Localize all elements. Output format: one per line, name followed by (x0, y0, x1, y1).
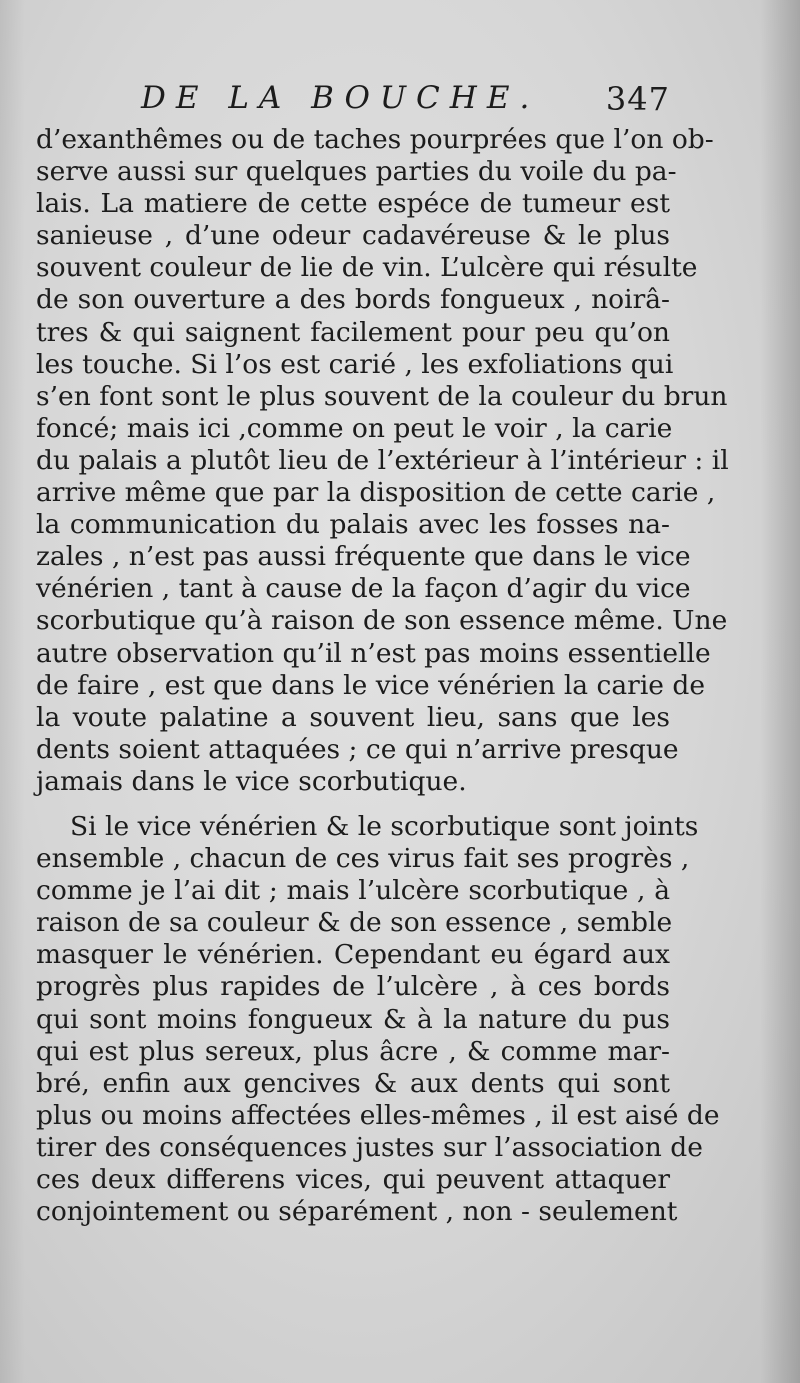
text-line: autre observation qu’il n’est pas moins essentielle (36, 637, 711, 669)
text-line: la voute palatine a souvent lieu, sans que les (36, 701, 670, 733)
text-line: serve aussi sur quelques parties du voile du pa- (36, 156, 677, 188)
page-edge-shadow-left (0, 0, 25, 1383)
text-line: comme je l’ai dit ; mais l’ulcère scorbutique , à (36, 875, 670, 907)
text-line: de son ouverture a des bords fongueux , noirâ- (36, 284, 670, 316)
text-line: lais. La matiere de cette espéce de tumeur est (36, 188, 670, 220)
text-line: scorbutique qu’à raison de son essence même. Une (36, 605, 728, 637)
text-line: dents soient attaquées ; ce qui n’arrive presque (36, 733, 679, 765)
text-line: souvent couleur de lie de vin. L’ulcère qui résulte (36, 252, 698, 284)
text-line: bré, enfin aux gencives & aux dents qui sont (36, 1067, 670, 1099)
text-line: progrès plus rapides de l’ulcère , à ces bords (36, 971, 670, 1003)
page-header (36, 80, 670, 124)
text-line: de faire , est que dans le vice vénérien la carie de (36, 669, 706, 701)
running-head: DE LA BOUCHE. (141, 80, 540, 116)
body-text (36, 124, 729, 1228)
text-line: raison de sa couleur & de son essence , semble (36, 907, 673, 939)
text-line: zales , n’est pas aussi fréquente que dans le vice (36, 541, 691, 573)
text-line: tres & qui saignent facilement pour peu qu’on (36, 316, 670, 348)
text-line: ensemble , chacun de ces virus fait ses progrès , (36, 843, 690, 875)
text-line: plus ou moins affectées elles-mêmes , il est aisé de (36, 1099, 720, 1131)
text-line: sanieuse , d’une odeur cadavéreuse & le plus (36, 220, 670, 252)
paragraph-gap (36, 798, 670, 811)
text-line: du palais a plutôt lieu de l’extérieur à l’intérieur : il (36, 444, 729, 476)
page-edge-shadow-right (760, 0, 800, 1383)
text-line: masquer le vénérien. Cependant eu égard aux (36, 939, 670, 971)
text-line: d’exanthêmes ou de taches pourprées que l’on ob- (36, 124, 714, 155)
text-line: conjointement ou séparément , non - seulement (36, 1196, 678, 1228)
text-line: ces deux differens vices, qui peuvent attaquer (36, 1164, 670, 1195)
text-line: vénérien , tant à cause de la façon d’agir du vice (36, 573, 691, 605)
text-line: tirer des conséquences justes sur l’association de (36, 1131, 703, 1163)
text-line: jamais dans le vice scorbutique. (36, 765, 467, 797)
text-line: arrive même que par la disposition de cette carie , (36, 477, 716, 509)
text-line: la communication du palais avec les fosses na- (36, 509, 670, 541)
page-number: 347 (605, 80, 670, 118)
text-line: foncé; mais ici ,comme on peut le voir , la carie (36, 412, 673, 444)
paragraph (36, 124, 729, 798)
text-line: s’en font sont le plus souvent de la couleur du brun (36, 380, 728, 412)
paragraph (36, 810, 720, 1228)
text-line: les touche. Si l’os est carié , les exfoliations qui (36, 348, 674, 380)
text-line: Si le vice vénérien & le scorbutique sont joints (70, 810, 699, 842)
text-line: qui sont moins fongueux & à la nature du pus (36, 1003, 670, 1035)
text-line: qui est plus sereux, plus âcre , & comme mar- (36, 1035, 670, 1067)
